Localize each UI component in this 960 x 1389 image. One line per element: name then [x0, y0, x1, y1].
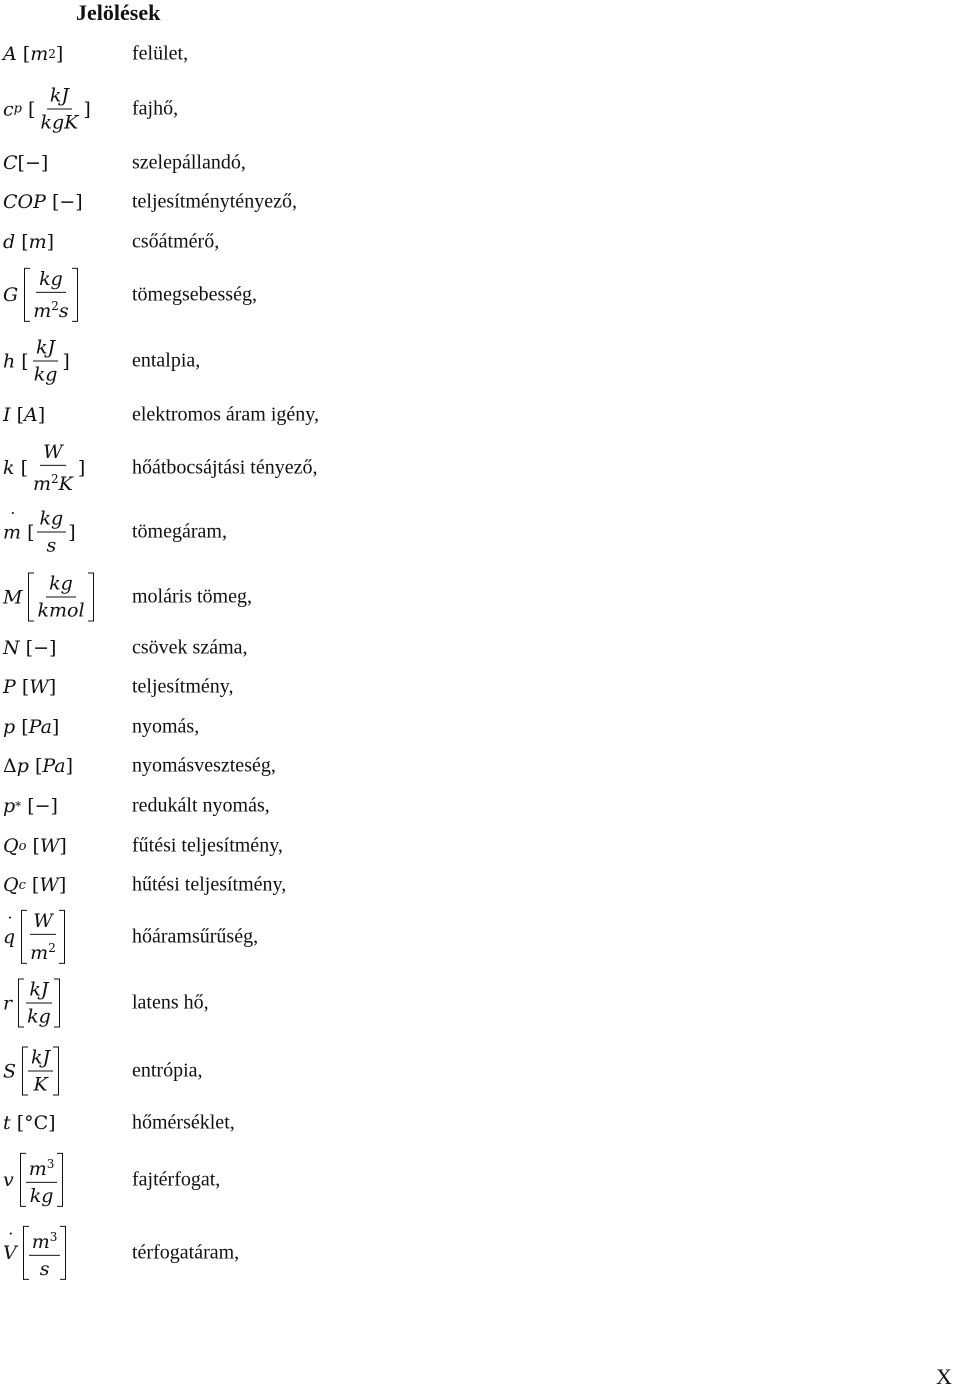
list-item	[0, 264, 600, 326]
list-item	[0, 224, 600, 260]
description: moláris tömeg,	[132, 585, 252, 608]
list-item	[0, 630, 600, 666]
description: fajhő,	[132, 97, 179, 120]
description: tömegáram,	[132, 520, 227, 543]
symbol: C [−]	[3, 152, 49, 174]
list-item	[0, 566, 600, 628]
symbol: G $\frac{kg}{m^2s}$	[3, 268, 78, 322]
list-item	[0, 1221, 600, 1285]
symbol: COP [−]	[3, 191, 83, 213]
symbol: ˙ V $\frac{m^3}{s}$	[3, 1226, 66, 1280]
symbol: I [ A ]	[3, 404, 46, 426]
description: felület,	[132, 42, 189, 65]
page-title: Jelölések	[76, 0, 161, 25]
description: tömegsebesség,	[132, 283, 257, 306]
description: hűtési teljesítmény,	[132, 873, 287, 896]
list-item	[0, 788, 600, 824]
list-item	[0, 36, 600, 72]
description: teljesítménytényező,	[132, 190, 297, 213]
symbol: k [ $\frac{W}{m^2K}$ ]	[3, 440, 86, 496]
page-number: X	[936, 1364, 952, 1389]
list-item	[0, 184, 600, 220]
symbol: c p [ $\frac{kJ}{\text{kgK}}$ ]	[3, 84, 91, 134]
list-item	[0, 828, 600, 864]
description: fajtérfogat,	[132, 1168, 221, 1191]
symbol: v $\frac{m^3}{kg}$	[3, 1153, 63, 1207]
symbol: P [ W ]	[3, 676, 57, 698]
symbol: d [ m ]	[3, 231, 55, 253]
symbol: h [ $\frac{kJ}{kg}$ ]	[3, 336, 70, 386]
list-item	[0, 1040, 600, 1102]
description: térfogatáram,	[132, 1241, 240, 1264]
list-item	[0, 437, 600, 499]
description: entalpia,	[132, 349, 201, 372]
list-item	[0, 397, 600, 433]
list-item	[0, 330, 600, 392]
list-item	[0, 867, 600, 903]
symbol: Q o [ W ]	[3, 835, 67, 857]
description: csőátmérő,	[132, 230, 220, 253]
description: elektromos áram igény,	[132, 403, 319, 426]
symbol: A [ m 2 ]	[3, 43, 64, 65]
description: hőmérséklet,	[132, 1111, 235, 1134]
symbol: Δ p [ Pa ]	[3, 755, 74, 777]
symbol: p * [−]	[3, 795, 58, 817]
list-item	[0, 1148, 600, 1212]
list-item	[0, 669, 600, 705]
list-item	[0, 501, 600, 563]
description: hőáramsűrűség,	[132, 925, 259, 948]
symbol: ˙ m [ $\frac{kg}{s}$ ]	[3, 508, 76, 557]
description: fűtési teljesítmény,	[132, 834, 283, 857]
list-item	[0, 748, 600, 784]
symbol: t [°C]	[3, 1112, 56, 1134]
list-item	[0, 709, 600, 745]
description: redukált nyomás,	[132, 794, 270, 817]
list-item	[0, 972, 600, 1034]
symbol: p [ Pa ]	[3, 716, 60, 738]
symbol: ˙ q $\frac{W}{m^2}$	[3, 910, 65, 964]
description: entrópia,	[132, 1059, 203, 1082]
symbol: r $\frac{kJ}{kg}$	[3, 979, 60, 1028]
list-item	[0, 145, 600, 181]
description: csövek száma,	[132, 636, 248, 659]
symbol: N [−]	[3, 637, 57, 659]
symbol: Q c [ W ]	[3, 874, 67, 896]
symbol: M $\frac{kg}{\text{kmol}}$	[3, 573, 94, 622]
description: nyomásveszteség,	[132, 754, 276, 777]
description: szelepállandó,	[132, 151, 246, 174]
description: hőátbocsájtási tényező,	[132, 456, 318, 479]
description: latens hő,	[132, 991, 209, 1014]
list-item	[0, 1105, 600, 1141]
list-item	[0, 906, 600, 968]
description: nyomás,	[132, 715, 200, 738]
symbol: S $\frac{kJ}{K}$	[3, 1047, 59, 1096]
description: teljesítmény,	[132, 675, 234, 698]
list-item	[0, 78, 600, 140]
